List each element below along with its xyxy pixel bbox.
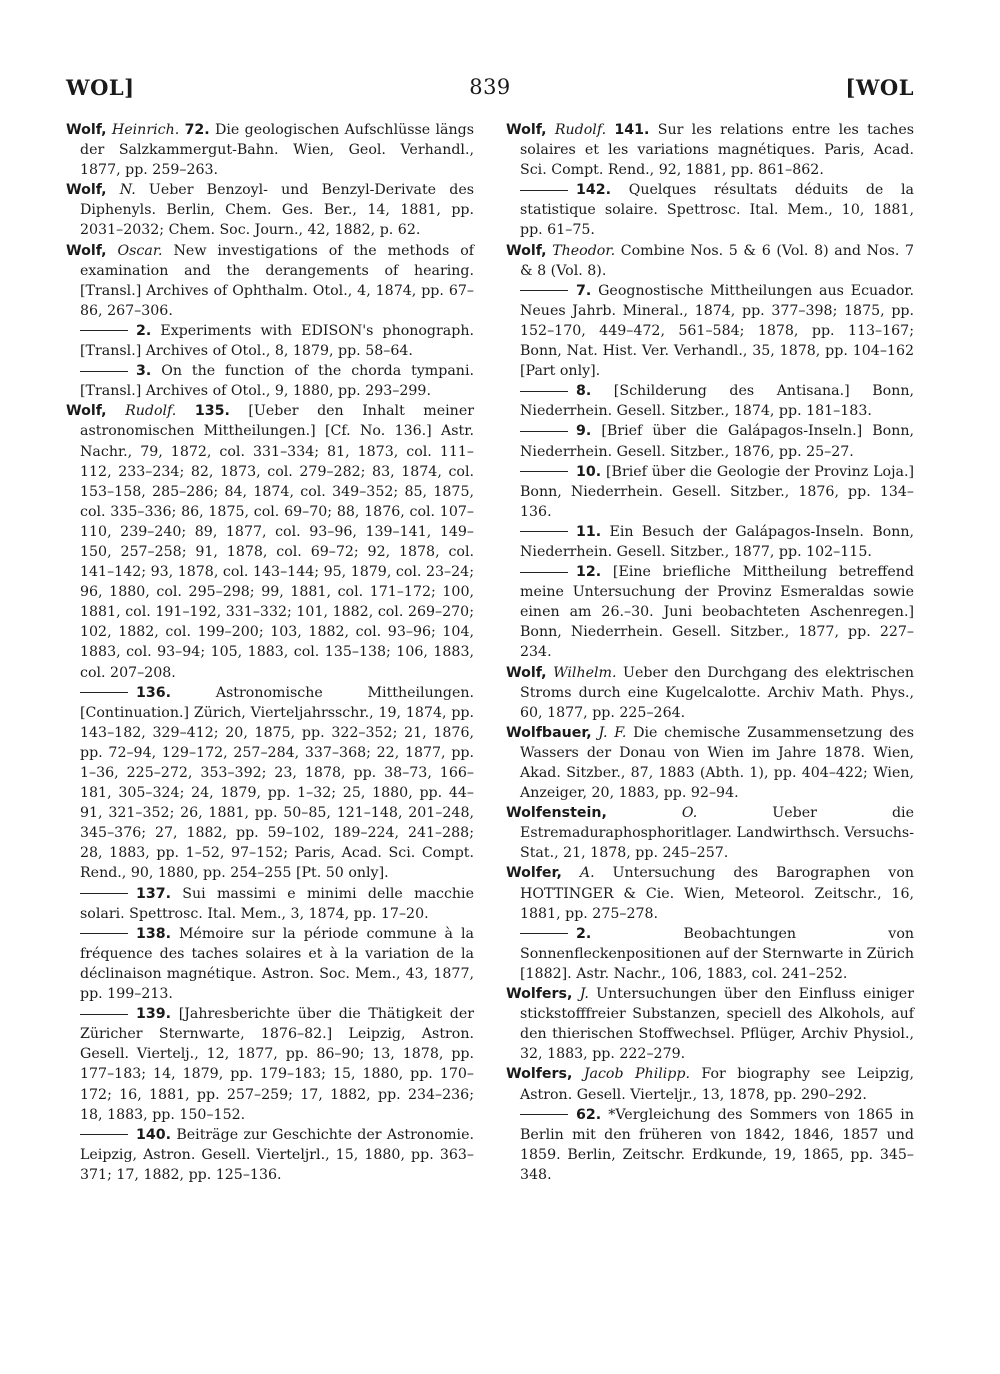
author-given-name: A. xyxy=(579,865,595,882)
header-right-guideword: [WOL xyxy=(845,75,914,100)
entry-number: 12. xyxy=(576,564,602,581)
bibliography-entry xyxy=(506,663,914,723)
right-column xyxy=(506,120,914,1185)
entry-text: New investigations of the methods of examination and the derangements of hearing. [Transl.] Archives of Ophthalm. Otol., 4, 1874, pp. 67–86, 267–306. xyxy=(80,242,474,319)
entry-text: Geognostische Mittheilungen aus Ecuador. Neues Jahrb. Mineral., 1874, pp. 377–398; 1875, pp. 152–170, 449–472, 561–584; 1878, pp. 113–167; Bonn, Nat. Hist. Ver. Verhandl., 35, 1878, pp. 104–162 [Part only]. xyxy=(520,282,914,380)
entry-number: 139. xyxy=(136,1006,172,1023)
ditto-dash xyxy=(520,290,568,291)
entry-number: 72. xyxy=(184,122,210,138)
ditto-dash xyxy=(520,431,568,432)
entry-number: 9. xyxy=(576,423,592,440)
entry-text: Ein Besuch der Galápagos-Inseln. Bonn, Niederrhein. Gesell. Sitzber., 1877, pp. 102–115. xyxy=(520,523,914,560)
bibliography-entry xyxy=(506,241,914,281)
bibliography-entry xyxy=(66,361,474,401)
bibliography-entry xyxy=(506,924,914,984)
entry-text: [Brief über die Galápagos-Inseln.] Bonn, Niederrhein. Gesell. Sitzber., 1876, pp. 25–27. xyxy=(520,423,914,460)
bibliography-entry xyxy=(66,241,474,321)
entry-number: 2. xyxy=(136,322,152,339)
author-surname: Wolfers, xyxy=(506,986,573,1003)
left-column xyxy=(66,120,474,1185)
ditto-dash xyxy=(520,471,568,472)
author-surname: Wolf, xyxy=(66,182,107,199)
bibliography-entry xyxy=(506,863,914,923)
bibliography-entry xyxy=(66,401,474,682)
entry-text: Mémoire sur la période commune à la fréquence des taches solaires et à la variation de la déclinaison magnétique. Astron. Soc. Mem., 43, 1877, pp. 199–213. xyxy=(80,925,474,1003)
author-given-name: J. xyxy=(579,986,589,1003)
author-given-name: Oscar. xyxy=(117,242,163,259)
entry-number: 10. xyxy=(576,463,602,480)
entry-number: 140. xyxy=(136,1126,172,1143)
author-given-name: Wilhelm. xyxy=(553,664,617,681)
entry-number: 138. xyxy=(136,925,172,942)
author-surname: Wolfers, xyxy=(506,1066,573,1083)
author-surname: Wolf, xyxy=(66,122,107,138)
entry-number: 142. xyxy=(576,182,612,199)
entry-text: Combine Nos. 5 & 6 (Vol. 8) and Nos. 7 & 8 (Vol. 8). xyxy=(520,242,914,279)
entry-text: Untersuchung des Barographen von HOTTINGER & Cie. Wien, Meteorol. Zeitschr., 16, 1881, pp. 275–278. xyxy=(520,865,915,922)
bibliography-entry xyxy=(506,180,914,240)
bibliography-entry xyxy=(66,1004,474,1125)
author-surname: Wolf, xyxy=(66,242,107,259)
entry-text: [Jahresberichte über die Thätigkeit der Züricher Sternwarte, 1876–82.] Leipzig, Astron. Gesell. Viertelj., 12, 1877, pp. 86–90; 13, 1878, pp. 177–183; 14, 1879, pp. 179–183; 15, 1880, pp. 170–172; 16, 1881, pp. 257–259; 17, 1882, pp. 234–236; 18, 1883, pp. 150–152. xyxy=(80,1006,474,1123)
entry-text: Die chemische Zusammensetzung des Wassers der Donau von Wien im Jahre 1878. Wien, Akad. Sitzber., 87, 1883 (Abth. 1), pp. 404–422; Wien, Anzeiger, 20, 1883, pp. 92–94. xyxy=(520,724,914,802)
bibliography-entry xyxy=(66,321,474,361)
bibliography-entry xyxy=(506,120,914,180)
ditto-dash xyxy=(520,572,568,573)
entry-text: [Schilderung des Antisana.] Bonn, Niederrhein. Gesell. Sitzber., 1874, pp. 181–183. xyxy=(520,383,914,420)
entry-text: Beobachtungen von Sonnenfleckenpositionen auf der Sternwarte in Zürich [1882]. Astr. Nachr., 106, 1883, col. 241–252. xyxy=(520,925,914,982)
bibliography-entry xyxy=(66,1125,474,1185)
entry-number: 137. xyxy=(136,885,172,902)
bibliography-entry xyxy=(66,683,474,884)
ditto-dash xyxy=(80,893,128,894)
entry-number: 135. xyxy=(194,403,230,420)
bibliography-entry xyxy=(66,924,474,1004)
header-left-guideword: WOL] xyxy=(66,75,135,100)
entry-text: [Eine briefliche Mittheilung betreffend meine Untersuchung der Provinz Esmeraldas sowie einen am 26.–30. Juni beobachteten Aschenregen.] Bonn, Niederrhein. Gesell. Sitzber., 1877, pp. 227–234. xyxy=(520,564,914,661)
ditto-dash xyxy=(80,1134,128,1135)
author-given-name: Jacob Philipp. xyxy=(583,1066,690,1083)
author-given-name: N. xyxy=(119,182,136,199)
bibliography-entry xyxy=(506,1105,914,1185)
entry-number: 62. xyxy=(576,1106,602,1123)
entry-number: 11. xyxy=(576,523,602,540)
entry-text: Ueber Benzoyl- und Benzyl-Derivate des Diphenyls. Berlin, Chem. Ges. Ber., 14, 1881, pp. 2031–2032; Chem. Soc. Journ., 42, 1882, p. 62. xyxy=(80,182,474,239)
author-surname: Wolf, xyxy=(506,122,547,138)
ditto-dash xyxy=(520,391,568,392)
entry-number: 2. xyxy=(576,925,592,942)
author-given-name: O. xyxy=(681,805,698,822)
page-number: 839 xyxy=(469,75,511,99)
author-given-name: Theodor. xyxy=(552,242,616,259)
bibliography-entry xyxy=(506,381,914,421)
entry-text: Sui massimi e minimi delle macchie solari. Spettrosc. Ital. Mem., 3, 1874, pp. 17–20. xyxy=(80,885,474,922)
author-given-name: Rudolf. xyxy=(125,403,177,420)
author-given-name: J. F. xyxy=(598,724,627,741)
bibliography-entry xyxy=(506,562,914,662)
author-given-name: Rudolf. xyxy=(554,122,607,138)
bibliography-entry xyxy=(506,984,914,1064)
author-surname: Wolfbauer, xyxy=(506,724,592,741)
ditto-dash xyxy=(520,933,568,934)
bibliography-entry xyxy=(66,884,474,924)
entry-text: Ueber den Durchgang des elektrischen Stroms durch eine Kugelcalotte. Archiv Math. Phys., 60, 1877, pp. 225–264. xyxy=(520,664,914,721)
author-surname: Wolf, xyxy=(506,664,547,681)
entry-text: Untersuchungen über den Einfluss einiger stickstofffreier Substanzen, speciell des Alkohols, auf den thierischen Stoffwechsel. Pflüger, Archiv Physiol., 32, 1883, pp. 222–279. xyxy=(520,986,914,1063)
entry-text: For biography see Leipzig, Astron. Gesell. Vierteljr., 13, 1878, pp. 290–292. xyxy=(520,1066,914,1103)
ditto-dash xyxy=(80,371,128,372)
ditto-dash xyxy=(80,692,128,693)
entry-text: [Brief über die Geologie der Provinz Loja.] Bonn, Niederrhein. Gesell. Sitzber., 1876, pp. 134–136. xyxy=(520,463,914,520)
bibliography-entry xyxy=(506,281,914,381)
ditto-dash xyxy=(520,1114,568,1115)
bibliography-entry xyxy=(506,522,914,562)
entry-text: On the function of the chorda tympani. [Transl.] Archives of Otol., 9, 1880, pp. 293–299. xyxy=(80,363,474,400)
ditto-dash xyxy=(520,190,568,191)
entry-text: Beiträge zur Geschichte der Astronomie. Leipzig, Astron. Gesell. Vierteljrl., 15, 1880, pp. 363–371; 17, 1882, pp. 125–136. xyxy=(80,1126,474,1183)
entry-number: 8. xyxy=(576,383,592,400)
author-surname: Wolf, xyxy=(506,242,547,259)
entry-number: 3. xyxy=(136,363,152,380)
ditto-dash xyxy=(80,1014,128,1015)
bibliography-entry xyxy=(66,180,474,240)
author-given-name: Heinrich. xyxy=(111,122,180,138)
author-surname: Wolfenstein, xyxy=(506,805,607,822)
entry-number: 136. xyxy=(136,684,172,701)
bibliography-entry xyxy=(506,1064,914,1104)
entry-text: [Ueber den Inhalt meiner astronomischen Mittheilungen.] [Cf. No. 136.] Astr. Nachr., 79, 1872, col. 331–334; 81, 1873, col. 111–112, 233–234; 82, 1873, col. 279–282; 83, 1874, col. 153–158, 285–286; 84, 1874, col. 349–352; 85, 1875, col. 335–336; 86, 1875, col. 69–70; 88, 1876, col. 107–110, 239–240; 89, 1877, col. 93–96, 139–141, 149–150, 257–258; 91, 1878, col. 69–72; 92, 1878, col. 141–142; 93, 1878, col. 143–144; 95, 1879, col. 23–24; 96, 1880, col. 295–298; 99, 1881, col. 171–172; 100, 1881, col. 191–192, 331–332; 101, 1882, col. 269–270; 102, 1882, col. 199–200; 103, 1882, col. 93–96; 104, 1883, col. 93–94; 105, 1883, col. 135–138; 106, 1883, col. 207–208. xyxy=(80,403,474,681)
bibliography-entry xyxy=(506,803,914,863)
page-header xyxy=(66,75,914,109)
entry-text: Die geologischen Aufschlüsse längs der Salzkammergut-Bahn. Wien, Geol. Verhandl., 1877, pp. 259–263. xyxy=(80,122,475,179)
ditto-dash xyxy=(80,330,128,331)
bibliography-entry xyxy=(66,120,474,180)
ditto-dash xyxy=(80,933,128,934)
entry-text: Experiments with EDISON's phonograph. [Transl.] Archives of Otol., 8, 1879, pp. 58–64. xyxy=(80,322,474,360)
entry-text: *Vergleichung des Sommers von 1865 in Berlin mit den früheren von 1842, 1846, 1857 und 1859. Berlin, Zeitschr. Erdkunde, 19, 1865, pp. 345–348. xyxy=(520,1106,914,1183)
bibliography-entry xyxy=(506,421,914,461)
bibliography-entry xyxy=(506,462,914,522)
entry-number: 141. xyxy=(614,122,650,138)
entry-text: Ueber die Estremaduraphosphoritlager. Landwirthsch. Versuchs-Stat., 21, 1878, pp. 245–257. xyxy=(520,805,914,862)
author-surname: Wolf, xyxy=(66,403,107,420)
bibliography-entry xyxy=(506,723,914,803)
entry-number: 7. xyxy=(576,282,592,299)
author-surname: Wolfer, xyxy=(506,865,562,882)
entry-text: Astronomische Mittheilungen. [Continuation.] Zürich, Vierteljahrsschr., 19, 1874, pp. 143–182, 329–412; 20, 1875, pp. 322–352; 21, 1876, pp. 72–94, 129–172, 257–284, 337–368; 22, 1877, pp. 1–36, 225–272, 353–392; 23, 1878, pp. 38–73, 166–181, 305–324; 24, 1879, pp. 1–32; 25, 1880, pp. 44–91, 321–352; 26, 1881, pp. 50–85, 121–148, 201–248, 345–376; 27, 1882, pp. 59–102, 189–224, 241–288; 28, 1883, pp. 1–52, 97–152; Paris, Acad. Sci. Compt. Rend., 90, 1880, pp. 254–255 [Pt. 50 only]. xyxy=(80,684,474,882)
entry-text: Quelques résultats déduits de la statistique solaire. Spettrosc. Ital. Mem., 10, 1881, pp. 61–75. xyxy=(520,182,914,239)
entry-text: Sur les relations entre les taches solaires et les variations magnétiques. Paris, Acad. Sci. Compt. Rend., 92, 1881, pp. 861–862. xyxy=(520,122,915,179)
ditto-dash xyxy=(520,531,568,532)
